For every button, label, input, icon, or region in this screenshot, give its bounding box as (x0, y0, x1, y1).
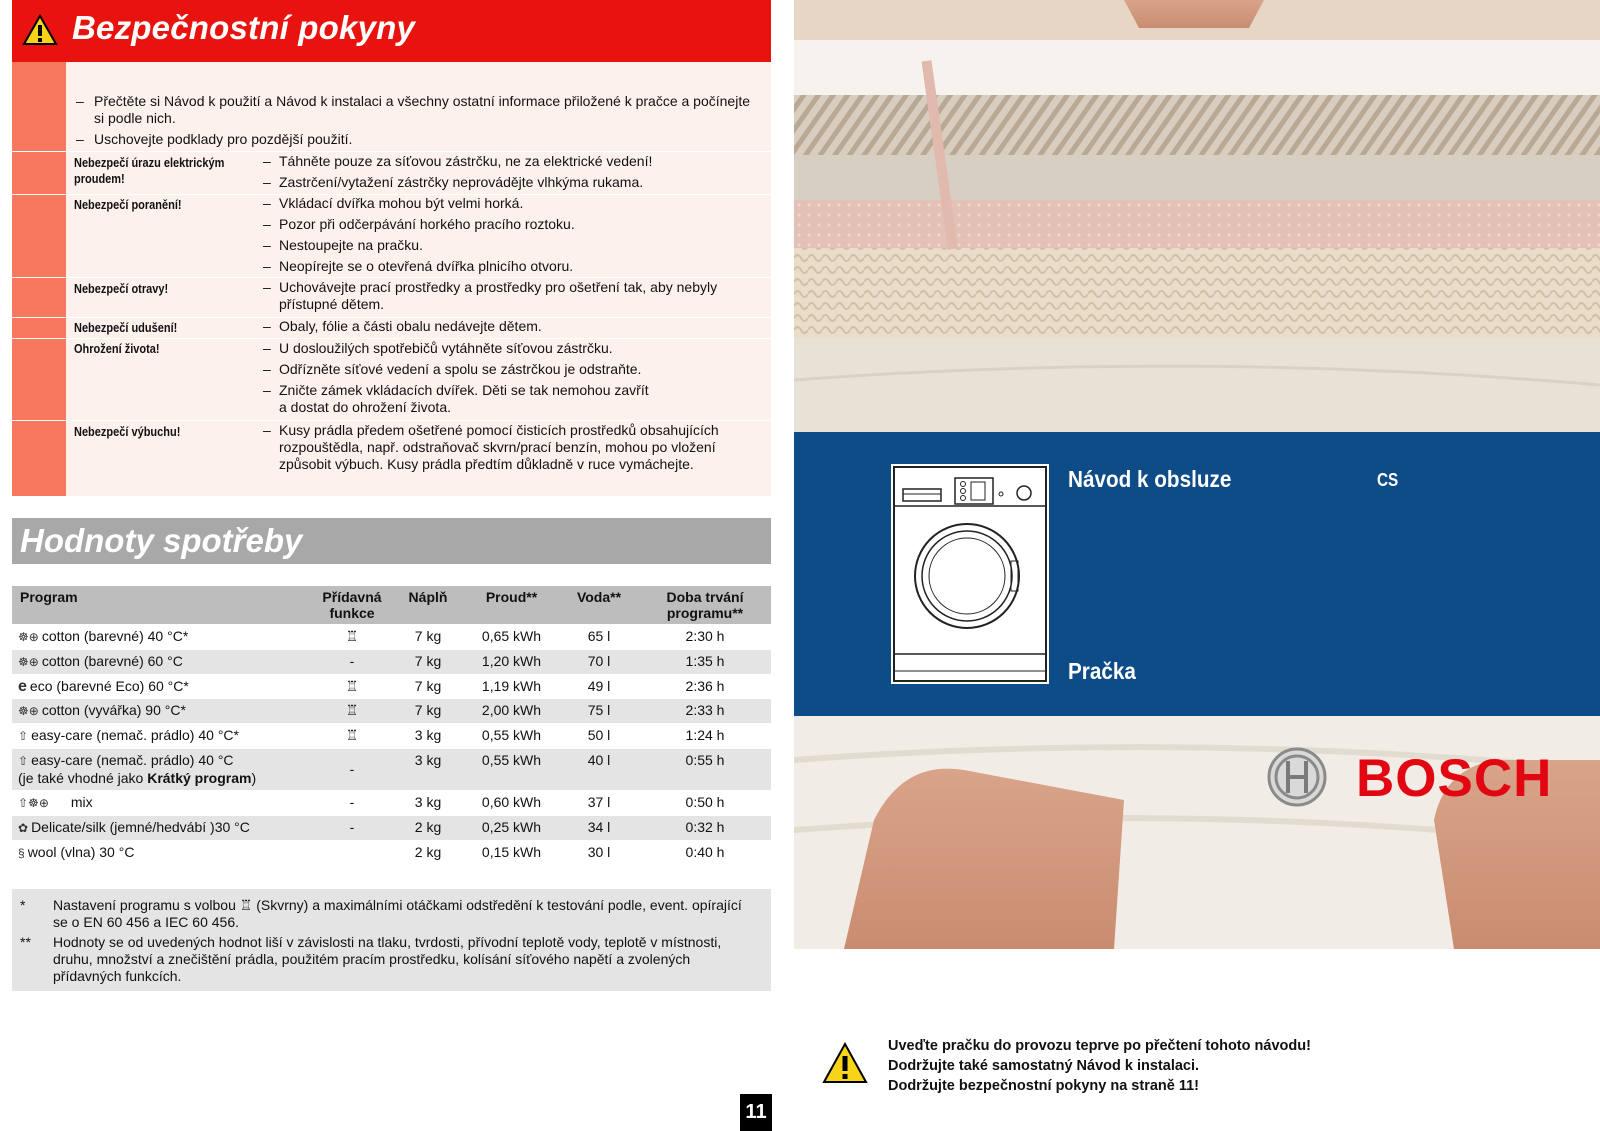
language-code: CS (1377, 470, 1399, 490)
table-row: ☸⊕ cotton (barevné) 60 °C - 7 kg 1,20 kWh 70 l 1:35 h (12, 650, 771, 675)
table-row: ☸⊕ cotton (barevné) 40 °C* ♖ 7 kg 0,65 kWh 65 l 2:30 h (12, 625, 771, 650)
hazard-label: Nebezpečí výbuchu! (74, 425, 181, 439)
column-header: Přídavná funkce (312, 586, 392, 625)
hazard-item: – Táhněte pouze za síťovou zástrčku, ne za elektrické vedení! (263, 153, 653, 169)
hazard-label: Nebezpečí poranění! (74, 198, 182, 212)
column-header: Voda** (559, 586, 639, 625)
page-number: 11 (740, 1094, 772, 1131)
table-row: ⇧ easy-care (nemač. prádlo) 40 °C (je také vhodné jako Krátký program) - 3 kg 0,55 kWh 40 l 0:55 h (12, 749, 771, 791)
footnotes (12, 889, 771, 991)
warning-icon (22, 14, 58, 46)
washing-machine-icon (893, 466, 1047, 682)
hazard-item: – Nestoupejte na pračku. (263, 237, 423, 253)
table-row: § wool (vlna) 30 °C 2 kg 0,15 kWh 30 l 0:40 h (12, 841, 771, 866)
hazard-item: – Zastrčení/vytažení zástrčky neprovádějte vlhkýma rukama. (263, 174, 644, 190)
program-symbol-icon: ☸⊕ (18, 655, 39, 669)
washing-machine-illustration (891, 464, 1049, 684)
general-instruction: – Uschovejte podklady pro pozdější použití. (76, 131, 353, 147)
bosch-logo-icon (1267, 747, 1327, 807)
hazard-item: – Zničte zámek vkládacích dvířek. Děti se tak nemohou zavřít a dostat do ohrožení života. (263, 382, 649, 415)
cover-warning-text (888, 1036, 1311, 1096)
warning-icon (822, 1042, 868, 1084)
safety-side-strip (12, 62, 66, 496)
safety-content (66, 62, 771, 496)
hazard-label: Nebezpečí otravy! (74, 282, 169, 296)
program-symbol-icon: ☸⊕ (18, 704, 39, 718)
hazard-label: Ohrožení života! (74, 342, 160, 356)
hazard-item: – Pozor při odčerpávání horkého pracího roztoku. (263, 216, 575, 232)
warning-line: Dodržujte také samostatný Návod k instalaci. (888, 1058, 1200, 1074)
column-header: Proud** (464, 586, 559, 625)
wool-icon: § (18, 846, 25, 860)
safety-header (12, 0, 771, 62)
general-instruction: – Přečtěte si Návod k použití a Návod k instalaci a všechny ostatní informace přiložené k pračce a počínejte si podle nich. (76, 93, 751, 126)
easy-care-icon: ⇧ (18, 754, 29, 768)
cover-title: Návod k obsluze (1068, 466, 1232, 492)
hazard-item: – Obaly, fólie a části obalu nedávejte dětem. (263, 318, 542, 334)
hazard-item: – Vkládací dvířka mohou být velmi horká. (263, 195, 524, 211)
table-row: ⇧☸⊕ mix - 3 kg 0,60 kWh 37 l 0:50 h (12, 791, 771, 816)
column-header: Náplň (392, 586, 464, 625)
cover-subtitle: Pračka (1068, 658, 1136, 684)
hazard-item: – Odřízněte síťové vedení a spolu se zástrčkou je odstraňte. (263, 361, 642, 377)
consumption-table (12, 586, 771, 865)
consumption-title: Hodnoty spotřeby (20, 522, 303, 559)
brand-name: BOSCH (1356, 749, 1553, 808)
silk-icon: ✿ (18, 821, 29, 835)
hazard-item: – Kusy prádla předem ošetřené pomocí čisticích prostředků obsahujících rozpouštědla, např. odstraňovač skvrn/prací benzín, mohou po vložení způsobit výbuch. Kusy prádla předtím důkladně v ruce vymáchejte. (263, 422, 719, 472)
consumption-header (12, 518, 771, 564)
table-row: ⇧ easy-care (nemač. prádlo) 40 °C* ♖ 3 kg 0,55 kWh 50 l 1:24 h (12, 724, 771, 749)
eco-icon: e (18, 678, 27, 695)
footnote: * Nastavení programu s volbou ♖ (Skvrny) a maximálními otáčkami odstředění k testování podle, event. opírající se o EN 60 456 a IEC 60 456. (20, 897, 742, 930)
footnote: ** Hodnoty se od uvedených hodnot liší v závislosti na tlaku, tvrdosti, přívodní teplotě vody, teplotě v místnosti, druhu, množství a znečištění prádla, použitém pracím prostředku, kolísání síťového napětí a zvolených přídavných funkcích. (20, 934, 722, 984)
warning-line: Dodržujte bezpečnostní pokyny na straně 11! (888, 1078, 1200, 1094)
hazard-label: Nebezpečí úrazu elektrickým proudem! (74, 156, 225, 186)
warning-line: Uveďte pračku do provozu teprve po přečtení tohoto návodu! (888, 1038, 1311, 1054)
hazard-item: – U dosloužilých spotřebičů vytáhněte síťovou zástrčku. (263, 340, 613, 356)
table-header-row (12, 586, 771, 625)
easy-care-icon: ⇧ (18, 729, 29, 743)
hazard-item: – Uchovávejte prací prostředky a prostředky pro ošetření tak, aby nebyly přístupné dětem. (263, 279, 718, 312)
column-header: Program (12, 586, 312, 625)
mix-icon: ⇧☸⊕ (18, 796, 49, 810)
column-header: Doba trvání programu** (639, 586, 771, 625)
safety-title: Bezpečnostní pokyny (72, 9, 416, 46)
table-row: e eco (barevné Eco) 60 °C* ♖ 7 kg 1,19 kWh 49 l 2:36 h (12, 675, 771, 699)
table-row: ☸⊕ cotton (vyvářka) 90 °C* ♖ 7 kg 2,00 kWh 75 l 2:33 h (12, 699, 771, 724)
hazard-item: – Neopírejte se o otevřená dvířka plnicího otvoru. (263, 258, 574, 274)
program-symbol-icon: ☸⊕ (18, 630, 39, 644)
table-row: ✿ Delicate/silk (jemné/hedvábí )30 °C - 2 kg 0,25 kWh 34 l 0:32 h (12, 816, 771, 841)
hazard-label: Nebezpečí udušení! (74, 321, 178, 335)
